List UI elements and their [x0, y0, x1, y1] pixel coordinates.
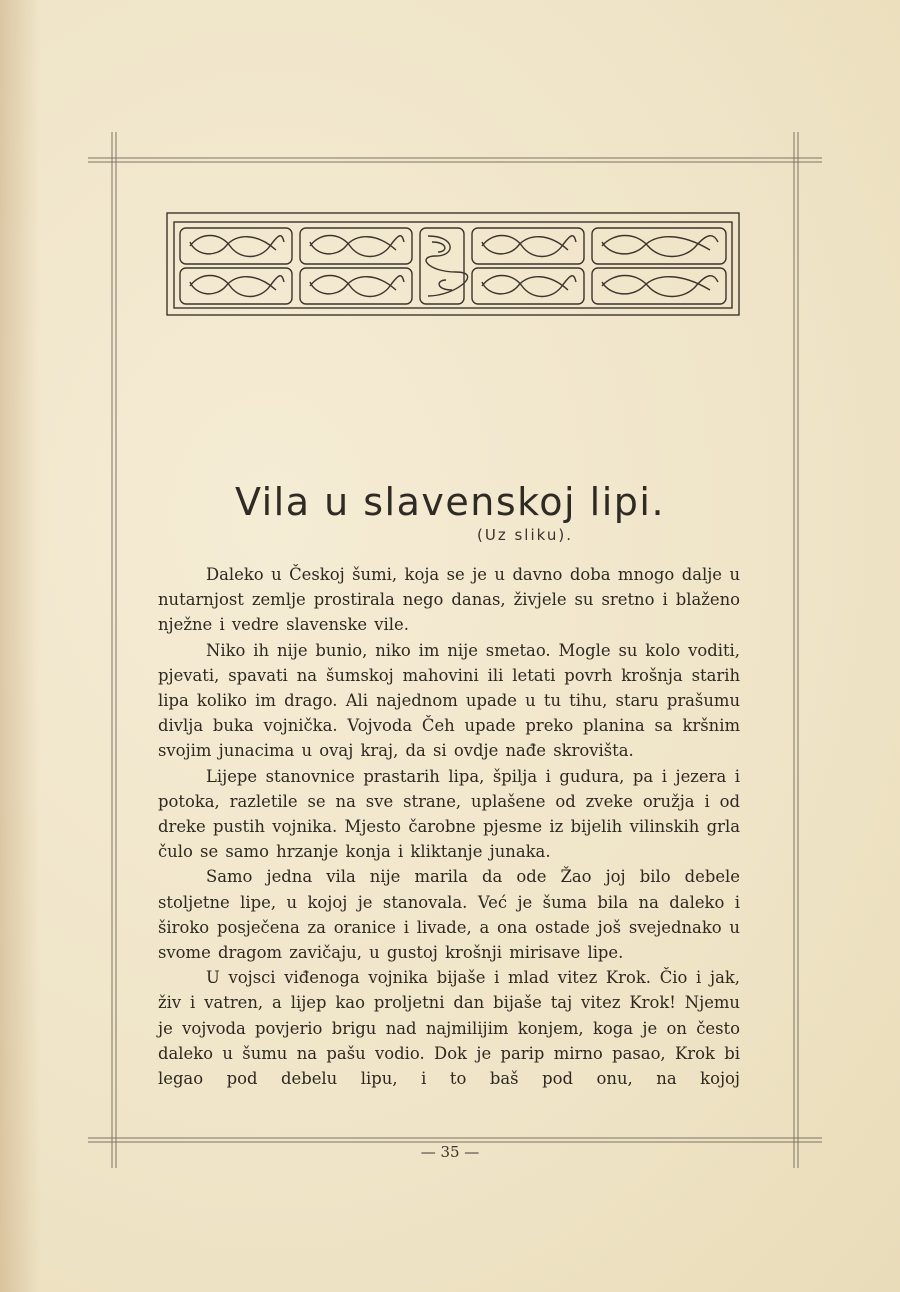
paragraph: Lijepe stanovnice prastarih lipa, špilja i gudura, pa i jezera i potoka, razletile se na sve strane, uplašene od zveke oružja i od dreke pustih vojnika. Mjesto čarobne pjesme iz bijelih vilinskih grla čulo se samo hrzanje konja i kliktanje junaka.: [158, 766, 740, 862]
page-title: Vila u slavenskoj lipi.: [234, 480, 666, 524]
paragraph: Samo jedna vila nije marila da ode Žao joj bilo debele stoljetne lipe, u kojoj je stanovala. Već je šuma bila na daleko i široko posječena za oranice i livade, a ona ostade još svejednako u svome dragom zavičaju, u gustoj krošnji mirisave lipe.: [158, 867, 740, 963]
decorative-knot-banner: [166, 212, 740, 316]
paragraph: Niko ih nije bunio, niko im nije smetao. Mogle su kolo voditi, pjevati, spavati na šumskoj mahovini ili letati povrh krošnja starih lipa koliko im drago. Ali najednom upade u tu tihu, staru prašumu divlja buka vojnička. Vojvoda Čeh upade preko planina sa kršnim svojim junacima u ovaj kraj, da si ovdje nađe skrovišta.: [158, 640, 740, 761]
page-subtitle: (Uz sliku).: [477, 526, 573, 544]
article-body: [158, 562, 740, 1091]
page-number: — 35 —: [420, 1143, 480, 1161]
paragraph: Daleko u Českoj šumi, koja se je u davno doba mnogo dalje u nutarnjost zemlje prostirala nego danas, živjele su sretno i blaženo nježne i vedre slavenske vile.: [158, 565, 740, 635]
paragraph: U vojsci viđenoga vojnika bijaše i mlad vitez Krok. Čio i jak, živ i vatren, a lijep kao proljetni dan bijaše taj vitez Krok! Njemu je vojvoda povjerio brigu nad najmilijim konjem, koga je on često daleko u šumu na pašu vodio. Dok je parip mirno pasao, Krok bi legao pod debelu lipu, i to baš pod onu, na kojoj: [158, 968, 740, 1089]
